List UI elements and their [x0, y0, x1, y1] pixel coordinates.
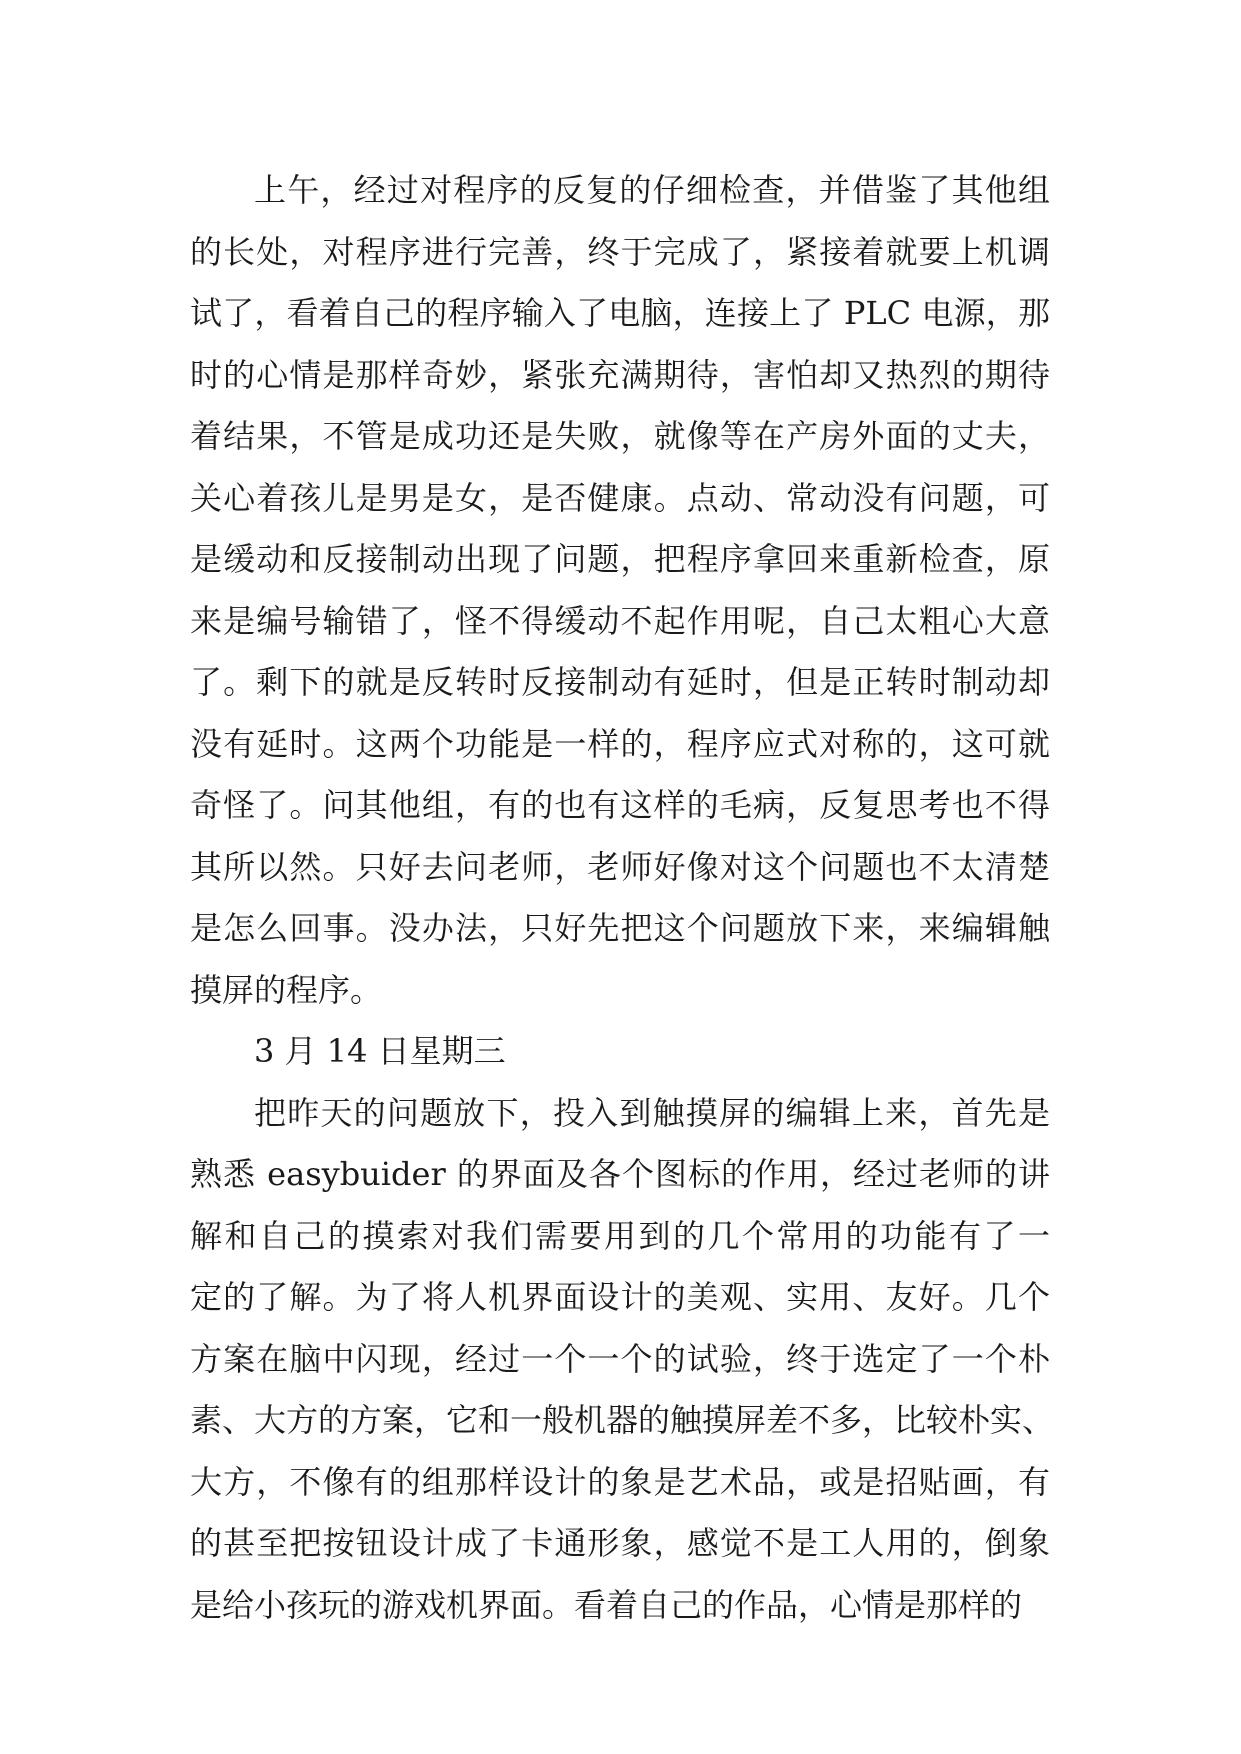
- text-line: 是缓动和反接制动出现了问题，把程序拿回来重新检查，原: [190, 540, 1050, 578]
- text-line: 时的心情是那样奇妙，紧张充满期待，害怕却又热烈的期待: [190, 355, 1050, 394]
- paragraph-plc-debugging: [190, 160, 1050, 1021]
- text-line: 其所以然。只好去问老师，老师好像对这个问题也不太清楚: [190, 847, 1050, 886]
- text-line: 大方，不像有的组那样设计的象是艺术品，或是招贴画，有: [190, 1462, 1050, 1501]
- text-line: 了。剩下的就是反转时反接制动有延时，但是正转时制动却: [190, 663, 1050, 701]
- text-line: 的长处，对程序进行完善，终于完成了，紧接着就要上机调: [190, 232, 1050, 271]
- text-line: 没有延时。这两个功能是一样的，程序应式对称的，这可就: [190, 724, 1050, 763]
- text-line: 熟悉 easybuider 的界面及各个图标的作用，经过老师的讲: [190, 1155, 1050, 1193]
- text-line: 的甚至把按钮设计成了卡通形象，感觉不是工人用的，倒象: [190, 1524, 1050, 1562]
- text-line: 是怎么回事。没办法，只好先把这个问题放下来，来编辑触: [190, 909, 1050, 947]
- document-body: [190, 160, 1055, 1636]
- text-line: 摸屏的程序。: [190, 970, 383, 1009]
- text-line: 定的了解。为了将人机界面设计的美观、实用、友好。几个: [190, 1278, 1050, 1316]
- text-line: 是给小孩玩的游戏机界面。看着自己的作品，心情是那样的: [190, 1585, 1023, 1624]
- date-heading: [190, 1021, 1050, 1083]
- text-line: 试了，看着自己的程序输入了电脑，连接上了 PLC 电源，那: [190, 294, 1050, 332]
- date-line: 3 月 14 日星期三: [254, 1032, 506, 1070]
- text-line: 上午，经过对程序的反复的仔细检查，并借鉴了其他组: [254, 171, 1050, 209]
- text-line: 关心着孩儿是男是女，是否健康。点动、常动没有问题，可: [190, 478, 1050, 517]
- text-line: 着结果，不管是成功还是失败，就像等在产房外面的丈夫，: [190, 417, 1050, 455]
- paragraph-touchscreen-design: [190, 1083, 1055, 1637]
- text-line: 解和自己的摸索对我们需要用到的几个常用的功能有了一: [190, 1216, 1050, 1255]
- text-line: 素、大方的方案，它和一般机器的触摸屏差不多，比较朴实、: [190, 1401, 1055, 1439]
- text-line: 奇怪了。问其他组，有的也有这样的毛病，反复思考也不得: [190, 786, 1050, 824]
- text-line: 来是编号输错了，怪不得缓动不起作用呢，自己太粗心大意: [190, 601, 1050, 640]
- text-line: 把昨天的问题放下，投入到触摸屏的编辑上来，首先是: [254, 1093, 1050, 1132]
- text-line: 方案在脑中闪现，经过一个一个的试验，终于选定了一个朴: [190, 1339, 1050, 1378]
